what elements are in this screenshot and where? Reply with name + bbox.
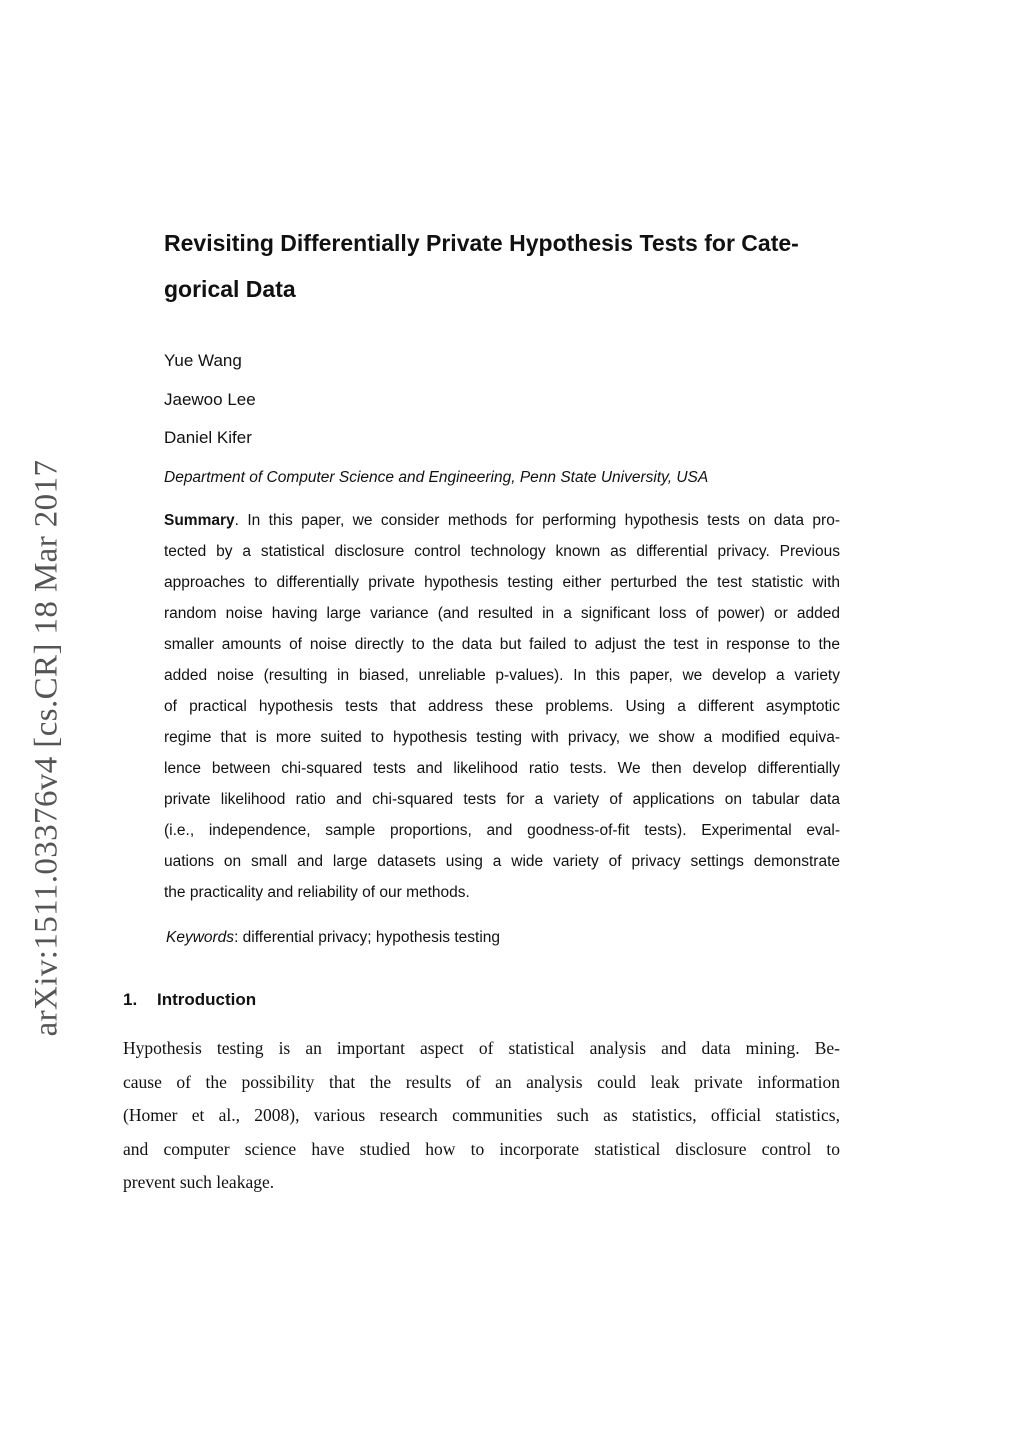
paragraph-line: Hypothesis testing is an important aspect of statistical analysis and data mining. Be- xyxy=(123,1038,840,1058)
abstract-line: private likelihood ratio and chi-squared tests for a variety of applications on tabular data xyxy=(164,791,840,808)
section-title: Introduction xyxy=(157,990,257,1009)
paragraph-line: (Homer et al., 2008), various research communities such as statistics, official statistics, xyxy=(123,1105,840,1125)
keywords-text: : differential privacy; hypothesis testing xyxy=(234,929,500,946)
affiliation: Department of Computer Science and Engineering, Penn State University, USA xyxy=(164,469,709,486)
abstract-line: tected by a statistical disclosure control technology known as differential privacy. Previous xyxy=(164,543,840,560)
abstract-line: random noise having large variance (and resulted in a significant loss of power) or added xyxy=(164,605,840,622)
abstract-line: approaches to differentially private hypothesis testing either perturbed the test statistic with xyxy=(164,574,840,591)
abstract-line xyxy=(164,505,840,536)
author-name: Daniel Kifer xyxy=(164,428,252,447)
author-name: Jaewoo Lee xyxy=(164,390,256,409)
section-heading-introduction xyxy=(123,988,256,1012)
paragraph-line: prevent such leakage. xyxy=(123,1172,275,1192)
abstract-line: lence between chi-squared tests and likelihood ratio tests. We then develop differentially xyxy=(164,760,840,777)
introduction-paragraph xyxy=(123,1032,840,1200)
abstract-line: smaller amounts of noise directly to the data but failed to adjust the test in response to the xyxy=(164,636,840,653)
abstract-line: the practicality and reliability of our methods. xyxy=(164,884,470,901)
paragraph-line: cause of the possibility that the results of an analysis could leak private information xyxy=(123,1071,840,1092)
keywords xyxy=(166,927,500,949)
paragraph-line: and computer science have studied how to incorporate statistical disclosure control to xyxy=(123,1138,840,1159)
title-line: Revisiting Differentially Private Hypothesis Tests for Cate- xyxy=(164,230,799,256)
section-number: 1. xyxy=(123,990,138,1009)
abstract xyxy=(164,505,840,908)
abstract-line: uations on small and large datasets using a wide variety of privacy settings demonstrate xyxy=(164,853,840,870)
author-name: Yue Wang xyxy=(164,351,242,370)
abstract-first-line-text: . In this paper, we consider methods for performing hypothesis tests on data pro- xyxy=(234,512,840,529)
abstract-line: (i.e., independence, sample proportions, and goodness-of-fit tests). Experimental eval- xyxy=(164,822,840,839)
keywords-label: Keywords xyxy=(166,929,235,946)
abstract-label: Summary xyxy=(164,512,235,529)
abstract-line: of practical hypothesis tests that address these problems. Using a different asymptotic xyxy=(164,698,840,715)
arxiv-identifier-stamp: arXiv:1511.03376v4 [cs.CR] 18 Mar 2017 xyxy=(28,459,65,1037)
paper-title xyxy=(164,220,844,312)
abstract-line: regime that is more suited to hypothesis testing with privacy, we show a modified equiva- xyxy=(164,729,840,746)
title-line: gorical Data xyxy=(164,276,296,302)
abstract-line: added noise (resulting in biased, unreliable p-values). In this paper, we develop a variety xyxy=(164,667,840,684)
